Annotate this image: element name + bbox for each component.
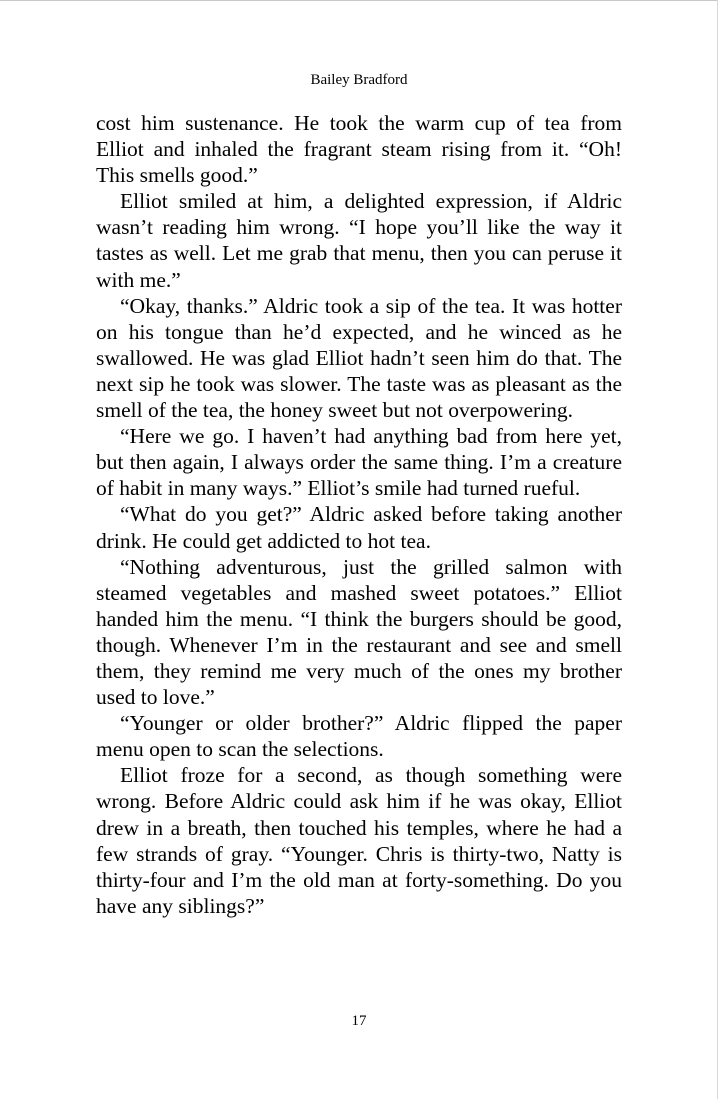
paragraph: Elliot smiled at him, a delighted expression, if Aldric wasn’t reading him wrong. “I hope you’ll like the way it tastes as well. Let me grab that menu, then you can peruse it with me.”: [96, 189, 622, 292]
paragraph: “Nothing adventurous, just the grilled salmon with steamed vegetables and mashed sweet potatoes.” Elliot handed him the menu. “I think the burgers should be good, though. Whenever I’m in the restaurant and see and smell them, they remind me very much of the ones my brother used to love.”: [96, 554, 622, 710]
paragraph: “Younger or older brother?” Aldric flipped the paper menu open to scan the selections.: [96, 711, 622, 762]
page-number: 17: [351, 1013, 367, 1029]
page-edge-top: [0, 0, 718, 1]
paragraph: cost him sustenance. He took the warm cup of tea from Elliot and inhaled the fragrant steam rising from it. “Oh! This smells good.”: [96, 111, 622, 188]
paragraph: Elliot froze for a second, as though something were wrong. Before Aldric could ask him if he was okay, Elliot drew in a breath, then touched his temples, where he had a few strands of gray. “Younger. Chris is thirty-two, Natty is thirty-four and I’m the old man at forty-something. Do you have any siblings?”: [96, 763, 622, 918]
paragraph: “Here we go. I haven’t had anything bad from here yet, but then again, I always order the same thing. I’m a creature of habit in many ways.” Elliot’s smile had turned rueful.: [96, 424, 622, 501]
body-text: [96, 110, 622, 919]
paragraph: “What do you get?” Aldric asked before taking another drink. He could get addicted to hot tea.: [96, 502, 622, 553]
running-header-author: Bailey Bradford: [310, 72, 408, 88]
paragraph: “Okay, thanks.” Aldric took a sip of the tea. It was hotter on his tongue than he’d expected, and he winced as he swallowed. He was glad Elliot hadn’t seen him do that. The next sip he took was slower. The taste was as pleasant as the smell of the tea, the honey sweet but not overpowering.: [96, 293, 622, 423]
